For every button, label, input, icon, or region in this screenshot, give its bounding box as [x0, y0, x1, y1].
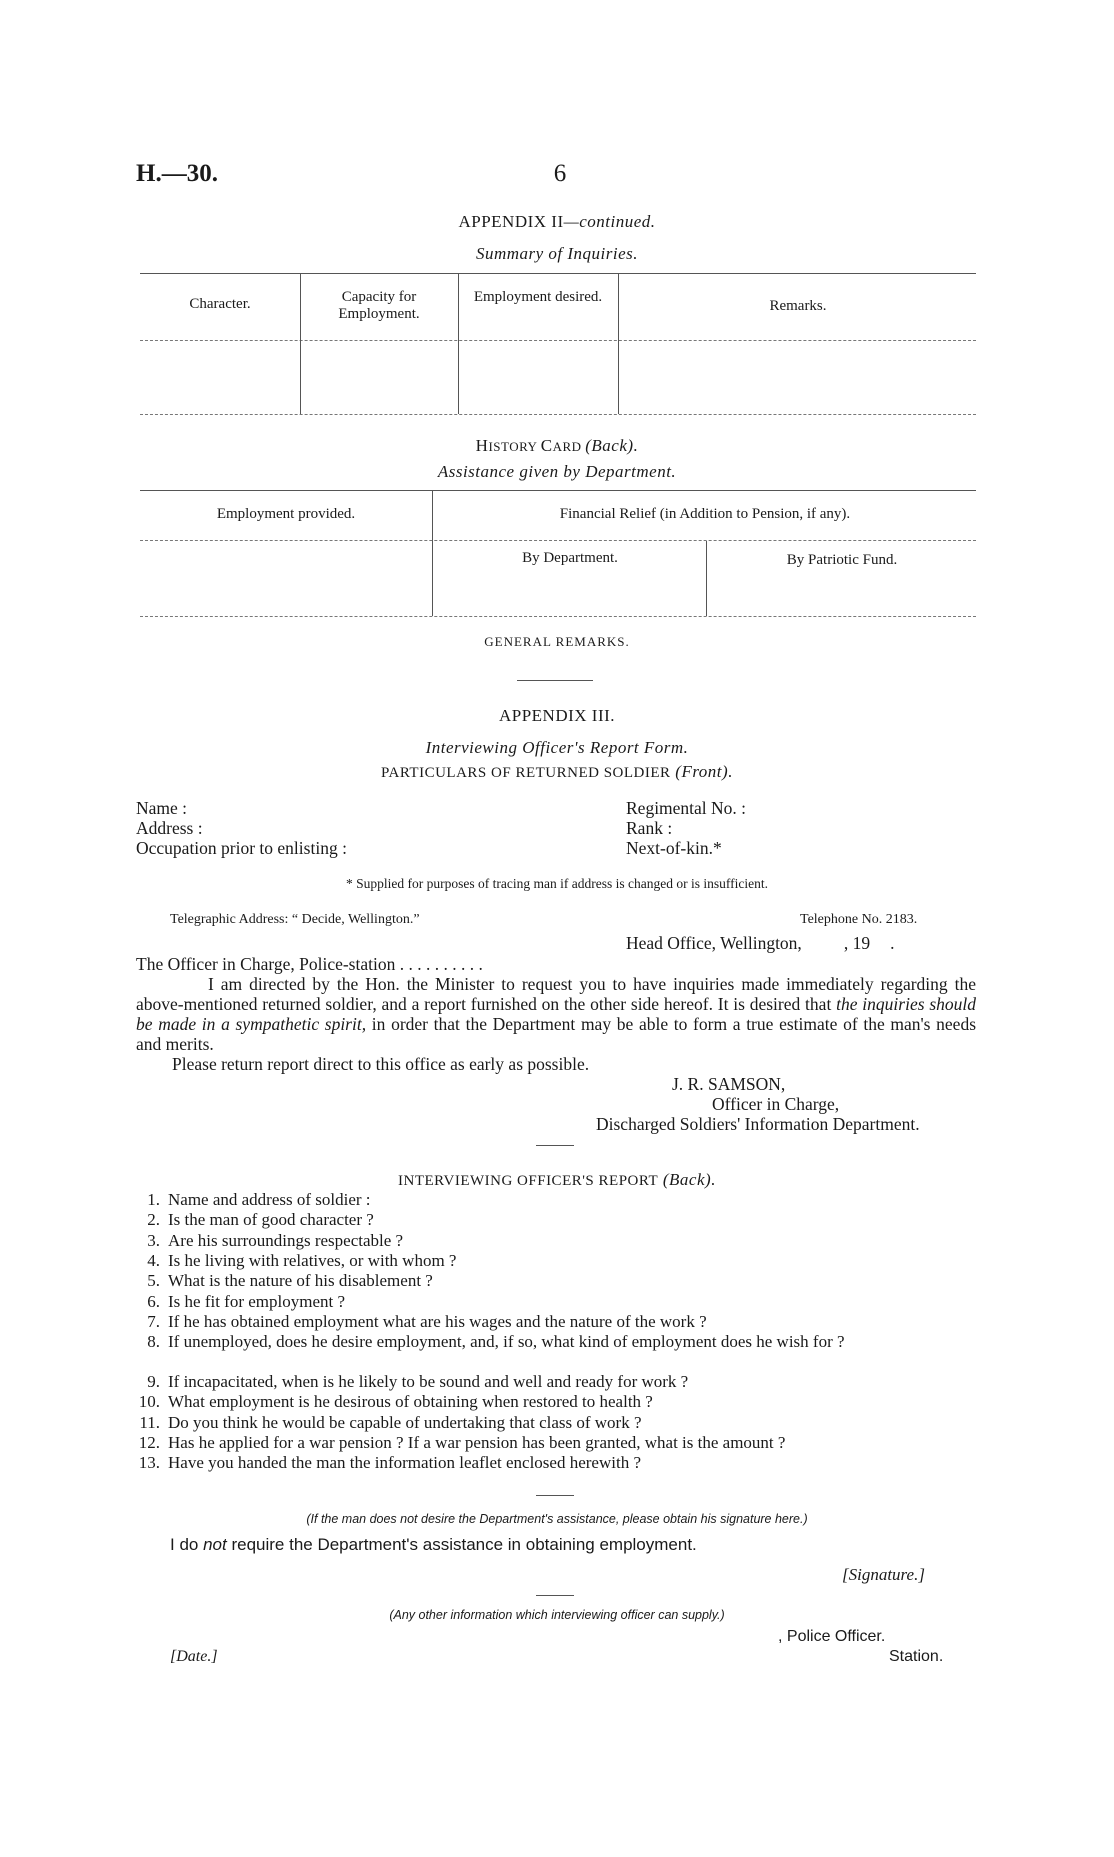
- report-question: [136, 1231, 996, 1251]
- history-divider: [706, 541, 707, 616]
- question-number: 11.: [139, 1412, 160, 1432]
- question-number: 10.: [138, 1392, 160, 1412]
- column-header-capacity: Capacity for Employment.: [338, 289, 420, 322]
- question-number: 5.: [147, 1271, 160, 1291]
- report-question: [136, 1251, 996, 1271]
- table-bottom-rule: [140, 414, 976, 415]
- report-question: [136, 1392, 996, 1412]
- question-text: Is he fit for employment ?: [168, 1291, 346, 1311]
- report-question: [136, 1292, 996, 1312]
- question-number: 2.: [147, 1210, 160, 1230]
- question-text: What is the nature of his disablement ?: [168, 1271, 433, 1291]
- question-number: 9.: [147, 1372, 160, 1392]
- report-question: [136, 1210, 996, 1230]
- history-bottom-rule: [140, 616, 976, 617]
- report-back-title: INTERVIEWING OFFICER'S REPORT (Back).: [398, 1170, 716, 1189]
- history-divider: [432, 491, 433, 616]
- particulars-title: PARTICULARS OF RETURNED SOLDIER (Front).: [381, 762, 733, 781]
- column-header-by-department: By Department.: [522, 550, 618, 566]
- field-next-of-kin-label: Next-of-kin.*: [626, 838, 722, 858]
- signature-note: (If the man does not desire the Department's assistance, please obtain his signature here.): [306, 1512, 808, 1526]
- letter-body: I am directed by the Hon. the Minister to request you to have inquiries made immediately regarding the above-mentioned returned soldier, and a report furnished on the other side hereof. It is desired that the inquiries should be made in a sympathetic spirit, in order that the Department may be able to form a true estimate of the man's needs and merits.: [136, 974, 977, 1054]
- section-divider: [536, 1145, 574, 1146]
- field-name-label: Name :: [136, 798, 188, 818]
- signature-label: [Signature.]: [842, 1565, 925, 1584]
- telephone-number: Telephone No. 2183.: [800, 912, 918, 927]
- question-number: 4.: [147, 1250, 160, 1270]
- question-number: 8.: [147, 1332, 160, 1352]
- report-question: [136, 1312, 996, 1332]
- question-text: Has he applied for a war pension ? If a war pension has been granted, what is the amount ?: [168, 1433, 786, 1452]
- report-question: [136, 1372, 996, 1392]
- appendix-iii-title: APPENDIX III.: [498, 706, 616, 725]
- section-divider: [517, 680, 593, 681]
- report-question: [136, 1433, 996, 1453]
- table-divider: [458, 274, 459, 414]
- particulars-right-fields: [626, 798, 746, 858]
- table-top-rule: [140, 273, 976, 274]
- signatory-title: Officer in Charge,: [712, 1094, 840, 1114]
- column-header-character: Character.: [189, 296, 251, 312]
- question-number: 12.: [138, 1433, 160, 1452]
- section-divider: [536, 1595, 574, 1596]
- date-label: [Date.]: [170, 1648, 218, 1665]
- history-card-title: HISTORY CARD (Back).: [475, 436, 639, 455]
- report-question: [136, 1190, 996, 1210]
- table-header-rule: [140, 340, 976, 341]
- signatory-department: Discharged Soldiers' Information Department.: [596, 1114, 920, 1134]
- report-question: [136, 1413, 996, 1433]
- appendix-ii-title: APPENDIX II—continued.: [458, 212, 656, 231]
- question-text: Have you handed the man the information leaflet enclosed herewith ?: [168, 1453, 641, 1473]
- question-text: If unemployed, does he desire employment, and, if so, what kind of employment does he wish for ?: [168, 1332, 845, 1352]
- column-header-employment-provided: Employment provided.: [216, 506, 356, 522]
- officer-in-charge-line: The Officer in Charge, Police-station . . . . . . . . . .: [136, 954, 483, 974]
- signatory-name: J. R. SAMSON,: [672, 1074, 786, 1094]
- question-text: Do you think he would be capable of undertaking that class of work ?: [168, 1412, 642, 1432]
- declaration-line: I do not require the Department's assistance in obtaining employment.: [170, 1535, 697, 1554]
- report-form-subtitle: Interviewing Officer's Report Form.: [425, 738, 689, 757]
- column-header-by-patriotic-fund: By Patriotic Fund.: [786, 552, 898, 568]
- question-text: What employment is he desirous of obtaining when restored to health ?: [168, 1392, 653, 1412]
- question-number: 3.: [147, 1230, 160, 1250]
- head-office-line: Head Office, Wellington, , 19 .: [626, 933, 895, 953]
- field-occupation-label: Occupation prior to enlisting :: [136, 838, 347, 858]
- footnote: * Supplied for purposes of tracing man if address is changed or is insufficient.: [346, 876, 768, 891]
- question-text: If incapacitated, when is he likely to be sound and well and ready for work ?: [168, 1372, 689, 1392]
- column-header-financial-relief: Financial Relief (in Addition to Pension, if any).: [559, 506, 851, 522]
- report-question: [136, 1453, 996, 1473]
- column-header-employment-desired: Employment desired.: [473, 289, 603, 305]
- other-information-note: (Any other information which interviewing officer can supply.): [389, 1608, 725, 1622]
- field-regimental-no-label: Regimental No. :: [626, 798, 747, 818]
- question-number: 6.: [147, 1291, 160, 1311]
- section-divider: [536, 1495, 574, 1496]
- question-text: Name and address of soldier :: [168, 1190, 371, 1209]
- question-text: Are his surroundings respectable ?: [168, 1230, 404, 1250]
- telegraphic-address: Telegraphic Address: “ Decide, Wellington.”: [170, 912, 420, 927]
- history-mid-rule: [140, 540, 976, 541]
- question-number: 7.: [147, 1311, 160, 1331]
- field-address-label: Address :: [136, 818, 203, 838]
- report-question: [136, 1332, 996, 1352]
- question-text: Is he living with relatives, or with whom ?: [168, 1250, 457, 1270]
- field-rank-label: Rank :: [626, 818, 673, 838]
- general-remarks-heading: GENERAL REMARKS.: [484, 634, 630, 649]
- history-top-rule: [140, 490, 976, 491]
- police-officer-label: , Police Officer.: [778, 1628, 886, 1645]
- column-header-remarks: Remarks.: [769, 298, 827, 314]
- letter-return-instruction: Please return report direct to this office as early as possible.: [172, 1054, 590, 1074]
- assistance-subtitle: Assistance given by Department.: [437, 462, 677, 481]
- question-number: 13.: [138, 1453, 160, 1473]
- particulars-left-fields: [136, 798, 347, 858]
- station-label: Station.: [889, 1648, 944, 1665]
- table-divider: [300, 274, 301, 414]
- report-question: [136, 1271, 996, 1291]
- page-number: 6: [553, 160, 567, 187]
- question-text: Is the man of good character ?: [168, 1210, 374, 1230]
- question-text: If he has obtained employment what are his wages and the nature of the work ?: [168, 1311, 707, 1331]
- question-number: 1.: [147, 1190, 160, 1209]
- summary-of-inquiries-subtitle: Summary of Inquiries.: [475, 244, 639, 263]
- table-divider: [618, 274, 619, 414]
- document-reference: H.—30.: [136, 160, 218, 187]
